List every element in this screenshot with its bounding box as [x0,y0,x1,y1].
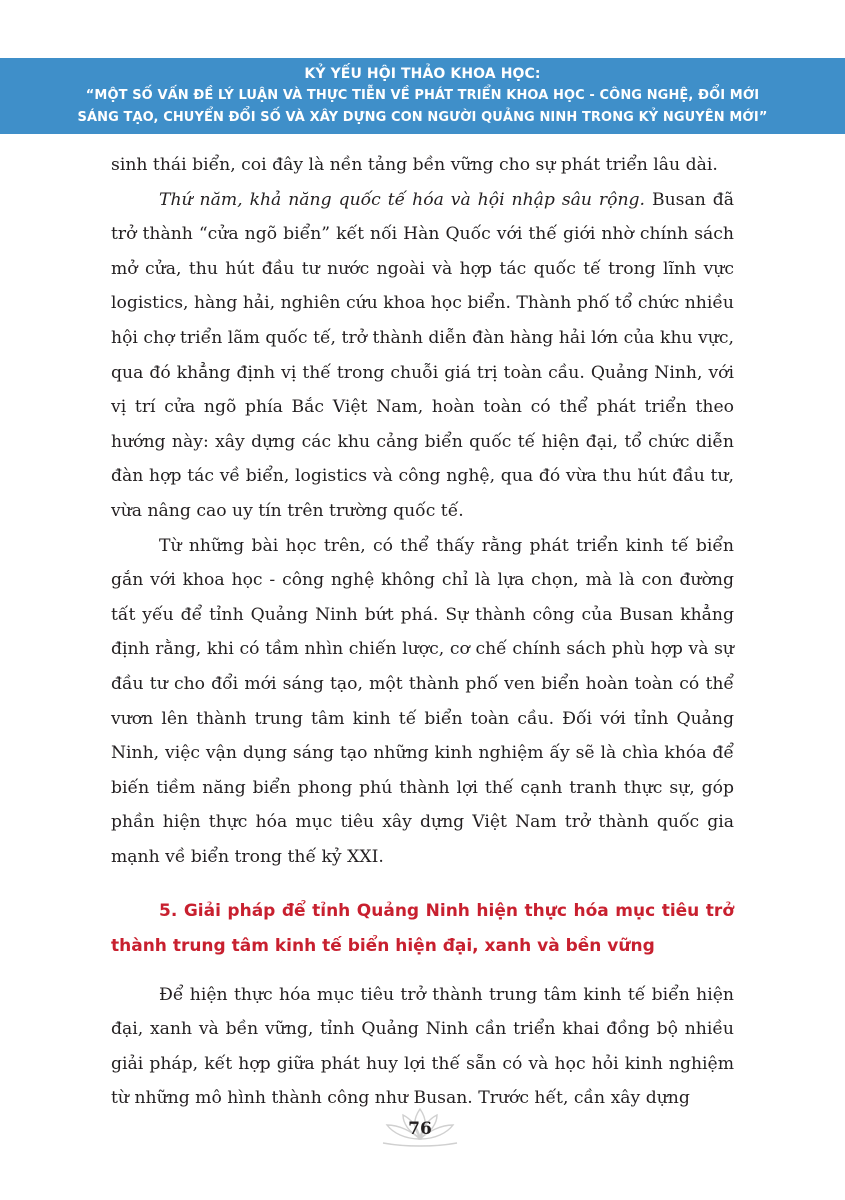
paragraph-3: Từ những bài học trên, có thể thấy rằng phát triển kinh tế biển gắn với khoa học - công nghệ không chỉ là lựa chọn, mà là con đường tất yếu để tỉnh Quảng Ninh bứt phá. Sự thành công của Busan khẳng định rằng, khi có tầm nhìn chiến lược, cơ chế chính sách phù hợp và sự đầu tư cho đổi mới sáng tạo, một thành phố ven biển hoàn toàn có thể vươn lên thành trung tâm kinh tế biển toàn cầu. Đối với tỉnh Quảng Ninh, việc vận dụng sáng tạo những kinh nghiệm ấy sẽ là chìa khóa để biến tiềm năng biển phong phú thành lợi thế cạnh tranh thực sự, góp phần hiện thực hóa mục tiêu xây dựng Việt Nam trở thành quốc gia mạnh về biển trong thế kỷ XXI. [111,535,734,867]
header-title: KỶ YẾU HỘI THẢO KHOA HỌC: [304,66,541,82]
paragraph-2-lead: Thứ năm, khả năng quốc tế hóa và hội nhập sâu rộng. [159,189,646,210]
paragraph-2-text: Busan đã trở thành “cửa ngõ biển” kết nối Hàn Quốc với thế giới nhờ chính sách mở cửa, thu hút đầu tư nước ngoài và hợp tác quốc tế trong lĩnh vực logistics, hàng hải, nghiên cứu khoa học biển. Thành phố tổ chức nhiều hội chợ triển lãm quốc tế, trở thành diễn đàn hàng hải lớn của khu vực, qua đó khẳng định vị thế trong chuỗi giá trị toàn cầu. Quảng Ninh, với vị trí cửa ngõ phía Bắc Việt Nam, hoàn toàn có thể phát triển theo hướng này: xây dựng các khu cảng biển quốc tế hiện đại, tổ chức diễn đàn hợp tác về biển, logistics và công nghệ, qua đó vừa thu hút đầu tư, vừa nâng cao uy tín trên trường quốc tế. [111,189,734,521]
header-subtitle-line-1: “MỘT SỐ VẤN ĐỀ LÝ LUẬN VÀ THỰC TIỄN VỀ PHÁT TRIỂN KHOA HỌC - CÔNG NGHỆ, ĐỔI MỚI [85,88,760,103]
page-body [111,148,734,1116]
header-banner [0,58,845,134]
header-subtitle-line-2: SÁNG TẠO, CHUYỂN ĐỔI SỐ VÀ XÂY DỰNG CON NGƯỜI QUẢNG NINH TRONG KỶ NGUYÊN MỚI” [77,110,768,125]
page-number: 76 [408,1119,432,1139]
paragraph-4: Để hiện thực hóa mục tiêu trở thành trung tâm kinh tế biển hiện đại, xanh và bền vững, tỉnh Quảng Ninh cần triển khai đồng bộ nhiều giải pháp, kết hợp giữa phát huy lợi thế sẵn có và học hỏi kinh nghiệm từ những mô hình thành công như Busan. Trước hết, cần xây dựng [111,984,734,1109]
paragraph-2 [111,183,734,529]
page-footer [375,1103,465,1153]
paragraph-1: sinh thái biển, coi đây là nền tảng bền vững cho sự phát triển lâu dài. [111,155,718,175]
section-heading: 5. Giải pháp để tỉnh Quảng Ninh hiện thực hóa mục tiêu trở thành trung tâm kinh tế biển hiện đại, xanh và bền vững [111,901,734,957]
